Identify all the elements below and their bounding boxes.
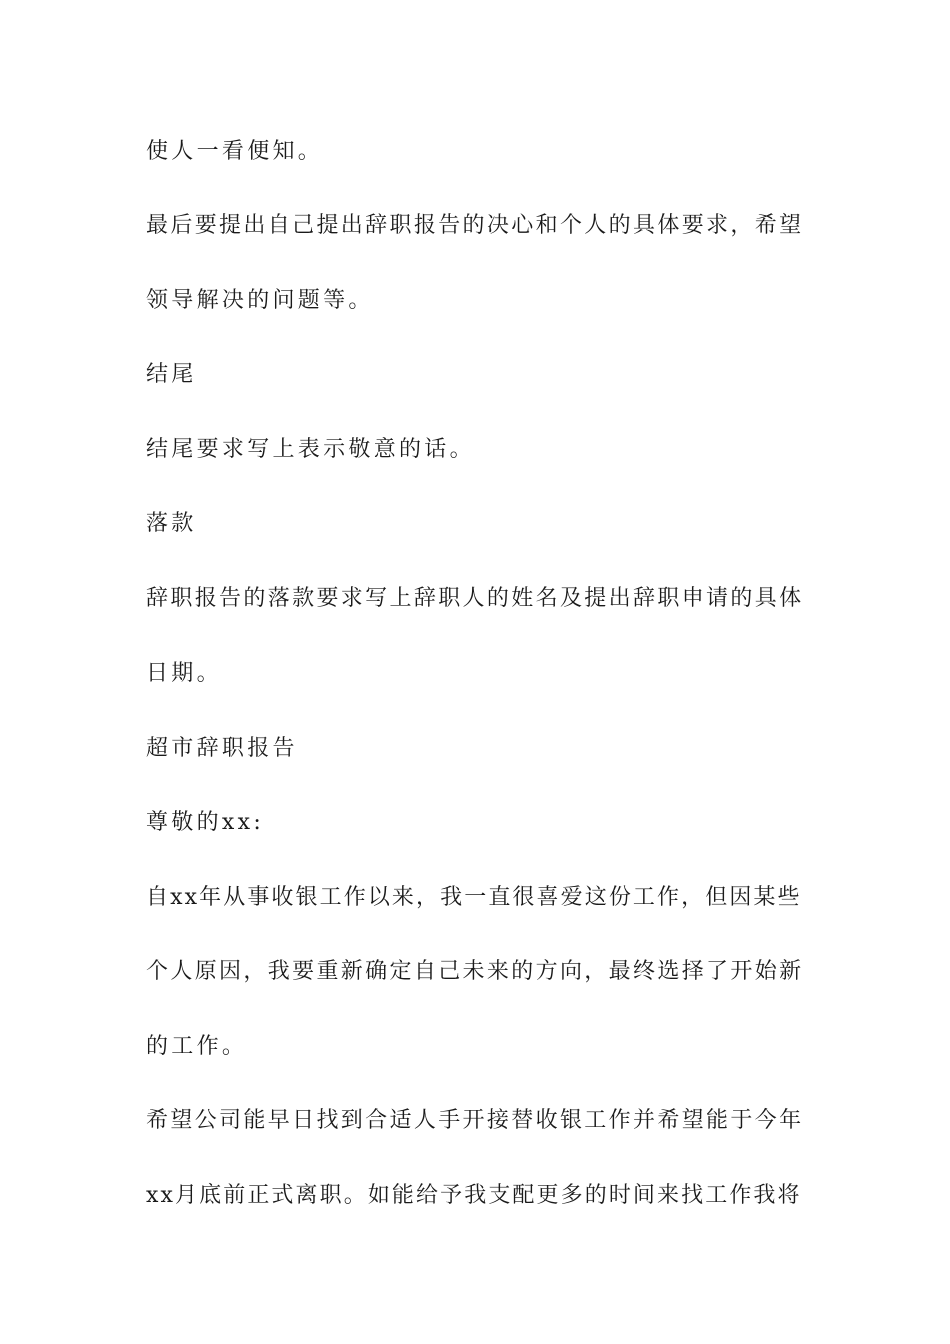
letter-title: 超市辞职报告 [146,736,298,761]
text-line: 个人原因，我要重新确定自己未来的方向，最终选择了开始新 [146,959,804,984]
letter-salutation: 尊敬的xx: [146,810,265,835]
text-line: 希望公司能早日找到合适人手开接替收银工作并希望能于今年 [146,1108,804,1133]
section-heading-signature: 落款 [146,511,197,536]
text-line: 最后要提出自己提出辞职报告的决心和个人的具体要求，希望 [146,213,804,238]
text-line: 辞职报告的落款要求写上辞职人的姓名及提出辞职申请的具体 [146,586,804,611]
text-line: 自xx年从事收银工作以来，我一直很喜爱这份工作，但因某些 [146,885,802,910]
text-line: 领导解决的问题等。 [146,288,374,313]
section-heading-ending: 结尾 [146,362,197,387]
text-line: 使人一看便知。 [146,139,324,164]
text-line: 日期。 [146,661,222,686]
text-line: xx月底前正式离职。如能给予我支配更多的时间来找工作我将 [146,1183,802,1208]
text-line: 的工作。 [146,1034,248,1059]
text-line: 结尾要求写上表示敬意的话。 [146,437,475,462]
